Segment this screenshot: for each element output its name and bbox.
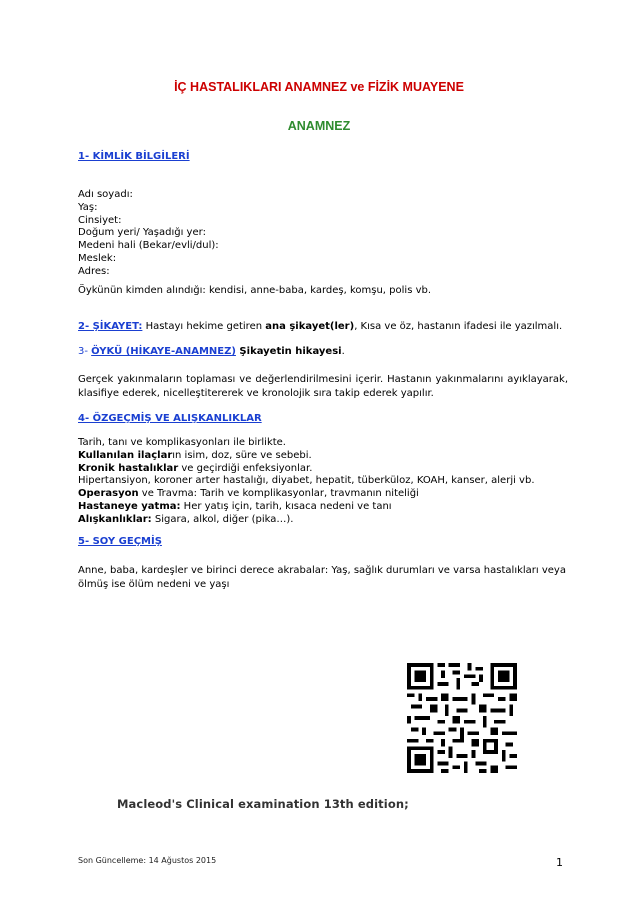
document-title: İÇ HASTALIKLARI ANAMNEZ ve FİZİK MUAYENE xyxy=(174,80,464,94)
chronic-diseases-label: Kronik hastalıklar xyxy=(78,462,179,474)
medications-text: ın isim, doz, süre ve sebebi. xyxy=(172,449,312,461)
operation-text: ve Travma: Tarih ve komplikasyonlar, travmanın niteliği xyxy=(138,488,419,500)
past-history-line-5 xyxy=(78,488,535,501)
chronic-diseases-text: ve geçirdiği enfeksiyonlar. xyxy=(178,462,313,474)
hospitalization-text: Her yatış için, tarih, kısaca nedeni ve tanı xyxy=(180,500,392,512)
heading-ozgecmis: 4- ÖZGEÇMİŞ VE ALIŞKANLIKLAR xyxy=(78,413,262,424)
field-occupation: Meslek: xyxy=(78,252,117,264)
field-gender: Cinsiyet: xyxy=(78,214,122,226)
complaint-text-before: Hastayı hekime getiren xyxy=(142,321,266,332)
heading-oyku-prefix: 3- xyxy=(78,346,92,357)
qr-code-image xyxy=(407,663,517,773)
page-number: 1 xyxy=(556,856,563,869)
past-history-line-6 xyxy=(78,501,535,514)
field-birthplace: Doğum yeri/ Yaşadığı yer: xyxy=(78,227,206,239)
section-title-anamnez: ANAMNEZ xyxy=(287,119,351,133)
past-history-line-7 xyxy=(78,514,535,527)
book-caption: Macleod's Clinical examination 13th edition; xyxy=(117,797,409,811)
heading-oyku: ÖYKÜ (HİKAYE-ANAMNEZ) xyxy=(91,346,236,357)
past-history-line-1: Tarih, tanı ve komplikasyonları ile birlikte. xyxy=(78,437,286,448)
field-age: Yaş: xyxy=(78,201,98,213)
history-paragraph: Gerçek yakınmaların toplaması ve değerlendirilmesini içerir. Hastanın yakınmalarını ayıklayarak, klasifiye ederek, nicelleştitererek ve kronolojik sıra takip ederek yapılır. xyxy=(78,374,568,399)
field-name: Adı soyadı: xyxy=(78,189,133,200)
history-bold: Şikayetin hikayesi xyxy=(235,346,342,357)
history-suffix: . xyxy=(341,346,345,357)
footer-last-updated: Son Güncelleme: 14 Ağustos 2015 xyxy=(78,856,217,865)
operation-label: Operasyon xyxy=(78,488,139,500)
past-history-line-3 xyxy=(78,463,535,476)
identity-fields xyxy=(78,189,219,279)
habits-label: Alışkanlıklar: xyxy=(78,513,152,525)
complaint-line xyxy=(78,321,562,334)
hospitalization-label: Hastaneye yatma: xyxy=(78,500,181,512)
past-history-block xyxy=(78,437,535,527)
history-line xyxy=(78,346,345,359)
past-history-line-2 xyxy=(78,450,535,463)
field-address: Adres: xyxy=(78,265,110,277)
field-marital-status: Medeni hali (Bekar/evli/dul): xyxy=(78,240,219,252)
complaint-bold: ana şikayet(ler) xyxy=(265,321,355,332)
past-history-line-4: Hipertansiyon, koroner arter hastalığı, diyabet, hepatit, tüberküloz, KOAH, kanser, alerji vb. xyxy=(78,475,535,487)
habits-text: Sigara, alkol, diğer (pika…). xyxy=(151,513,294,525)
complaint-text-after: , Kısa ve öz, hastanın ifadesi ile yazılmalı. xyxy=(354,321,563,332)
family-history-paragraph: Anne, baba, kardeşler ve birinci derece akrabalar: Yaş, sağlık durumları ve varsa hastalıkları veya ölmüş ise ölüm nedeni ve yaşı xyxy=(78,565,566,590)
heading-soy-gecmis: 5- SOY GEÇMİŞ xyxy=(78,536,162,547)
heading-sikayet: 2- ŞİKAYET: xyxy=(78,321,143,332)
heading-kimlik-bilgileri: 1- KİMLİK BİLGİLERİ xyxy=(78,151,190,162)
history-source-note: Öykünün kimden alındığı: kendisi, anne-baba, kardeş, komşu, polis vb. xyxy=(78,285,432,296)
medications-label: Kullanılan ilaçlar xyxy=(78,449,173,461)
